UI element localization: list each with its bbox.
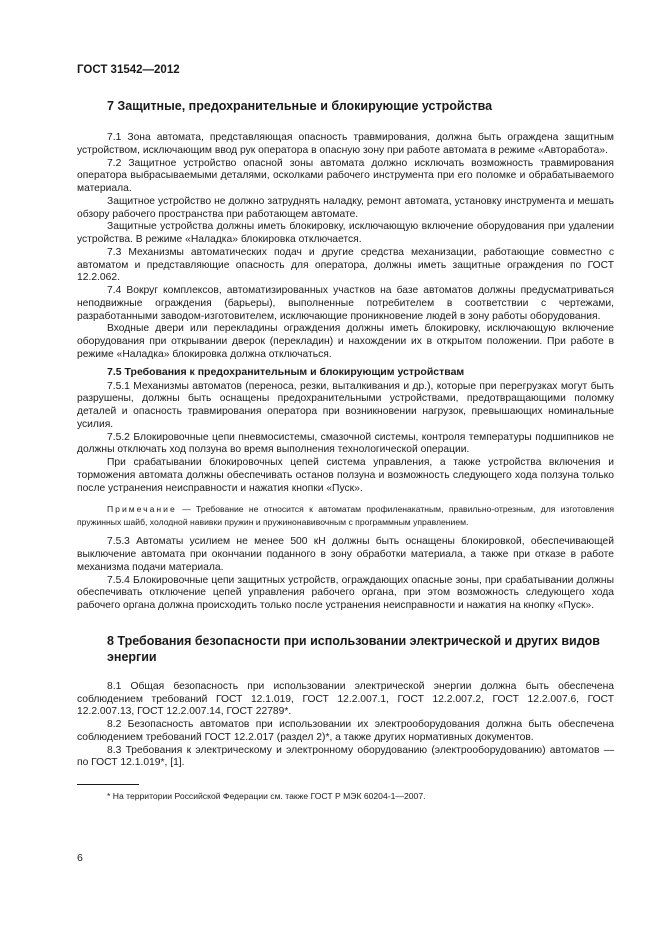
paragraph-7-5-2: 7.5.2 Блокировочные цепи пневмосистемы, смазочной системы, контроля температуры подшипников не должны отключать ход ползуна во время выполнения технологической операции. — [77, 431, 614, 456]
document-header: ГОСТ 31542—2012 — [77, 64, 180, 76]
section-7-title: 7 Защитные, предохранительные и блокирующие устройства — [107, 99, 493, 113]
paragraph-7-2: 7.2 Защитное устройство опасной зоны автомата должно исключать возможность травмирования оператора выбрасываемыми деталями, осколками рабочего инструмента при его поломке и обрабатываемого материала. — [77, 157, 614, 194]
subsection-7-5-title: 7.5 Требования к предохранительным и блокирующим устройствам — [107, 365, 465, 378]
paragraph-8-1: 8.1 Общая безопасность при использовании электрической энергии должна быть обеспечена соблюдением требований ГОСТ 12.1.019, ГОСТ 12.2.007.1, ГОСТ 12.2.007.2, ГОСТ 12.2.007.6, ГОСТ 12.2.007.13, ГОСТ 12.2.007.14, ГОСТ 22789*. — [77, 680, 614, 718]
footnote: * На территории Российской Федерации см. также ГОСТ Р МЭК 60204-1—2007. — [107, 791, 426, 801]
paragraph-7-4: 7.4 Вокруг комплексов, автоматизированных участков на базе автоматов должны предусматриваться неподвижные ограждения (барьеры), выполненные потребителем в соответствии с чертежами, разработанными заводом-изготовителем, исключающие проникновение людей в зону работы оборудования. — [77, 285, 614, 322]
paragraph-7-5-3: 7.5.3 Автоматы усилием не менее 500 кН должны быть оснащены блокировкой, обеспечивающей выключение автомата при окончании поданного в зону обработки материала, а также при отказе в работе механизма подачи материала. — [77, 536, 614, 573]
footnote-divider — [77, 784, 139, 785]
paragraph-7-4-b: Входные двери или перекладины ограждения должны иметь блокировку, исключающую включение оборудования при открывании дверок (перекладин) и нахождении их в открытом положении. При работе в режиме «Наладка» блокировка должна отключаться. — [77, 323, 614, 360]
note-label: Примечание — [107, 504, 177, 515]
document-page — [77, 64, 614, 802]
paragraph-7-1: 7.1 Зона автомата, представляющая опасность травмирования, должна быть ограждена защитным устройством, исключающим ввод рук оператора в опасную зону при работе автомата в режиме «Авторабота». — [77, 132, 614, 156]
section-8-title: 8 Требования безопасности при использовании электрической и других видов энергии — [107, 633, 600, 664]
note-text: — Требование не относится к автоматам профиленакатным, правильно-отрезным, для изготовления пружинных шайб, холодной навивки пружин и пружинонавивочным с программным управлением. — [77, 504, 614, 527]
note — [77, 503, 614, 528]
paragraph-7-2-c: Защитные устройства должны иметь блокировку, исключающую включение оборудования при удалении устройства. В режиме «Наладка» блокировка отключается. — [77, 221, 614, 245]
paragraph-7-5-2-b: При срабатывании блокировочных цепей система управления, а также устройства включения и торможения автомата должны обеспечивать останов ползуна и возможность следующего хода ползуна только после устранения неисправности и нажатия кнопки «Пуск». — [77, 457, 614, 494]
page-number: 6 — [77, 852, 83, 864]
paragraph-7-2-b: Защитное устройство не должно затруднять наладку, ремонт автомата, установку инструмента и мешать обзору рабочего пространства при работающем автомате. — [77, 195, 614, 220]
paragraph-8-3: 8.3 Требования к электрическому и электронному оборудованию (электрооборудованию) автоматов — по ГОСТ 12.1.019*, [1]. — [77, 744, 614, 769]
paragraph-7-3: 7.3 Механизмы автоматических подач и другие средства механизации, работающие совместно с автоматом и представляющие опасность для оператора, должны иметь защитные ограждения по ГОСТ 12.2.062. — [77, 246, 614, 284]
paragraph-7-5-4: 7.5.4 Блокировочные цепи защитных устройств, ограждающих опасные зоны, при срабатывании должны обеспечивать отключение цепей управления рабочего органа, при этом возможность следующего хода рабочего органа должна происходить только после устранения неисправности и нажатия на кнопку «Пуск». — [77, 574, 614, 611]
paragraph-7-5-1: 7.5.1 Механизмы автоматов (переноса, резки, выталкивания и др.), которые при перегрузках могут быть разрушены, должны быть оснащены предохранительными устройствами, предотвращающими поломку деталей и опасность травмирования оператора при возникновении нагрузок, превышающих номинальные усилия. — [77, 380, 614, 430]
paragraph-8-2: 8.2 Безопасность автоматов при использовании их электрооборудования должна быть обеспечена соблюдением требований ГОСТ 12.2.017 (раздел 2)*, а также других нормативных документов. — [77, 719, 614, 743]
